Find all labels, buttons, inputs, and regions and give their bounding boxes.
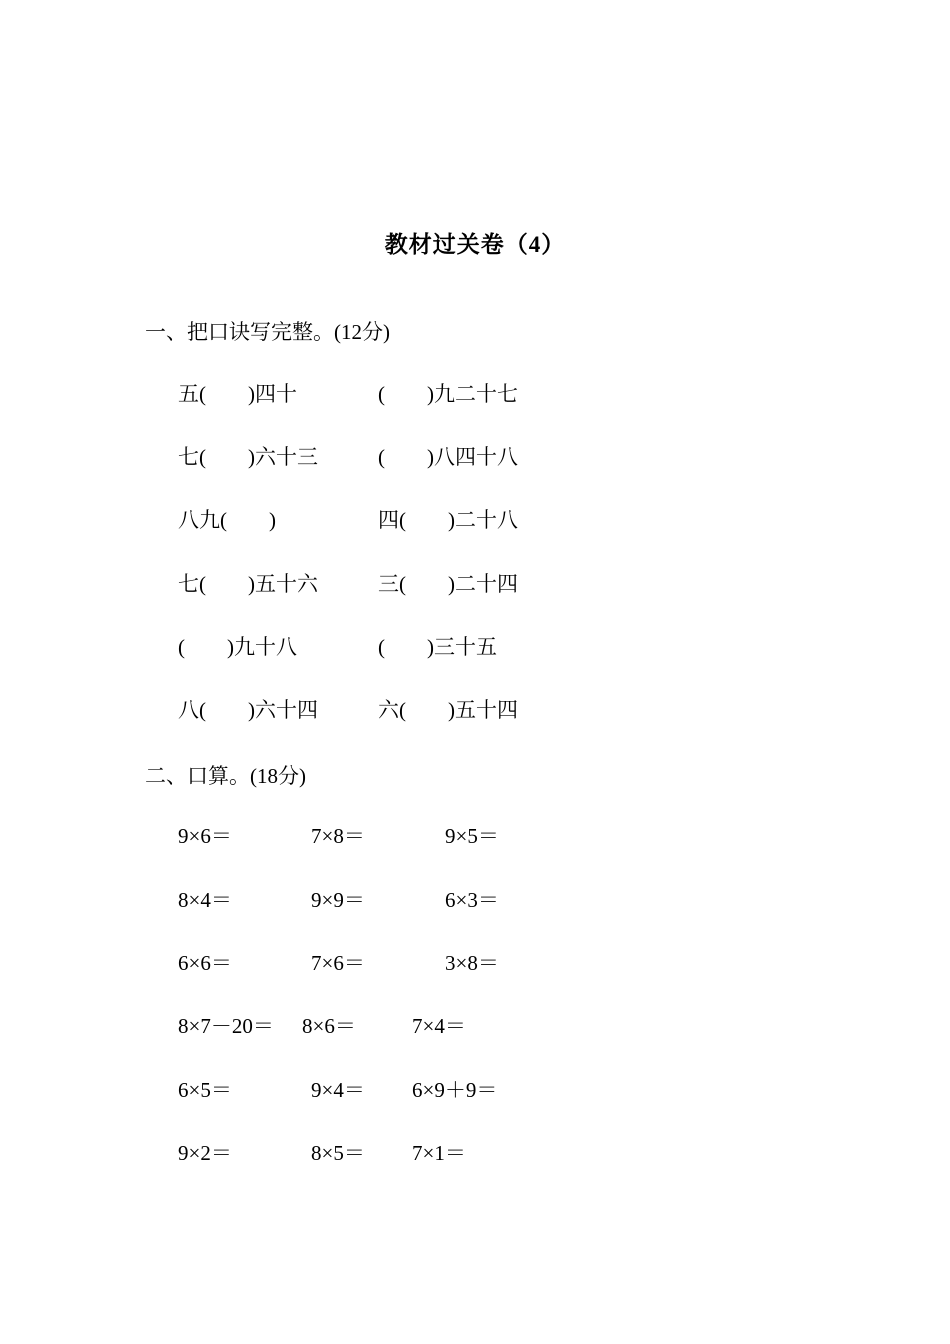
calc-item: 6×6＝ — [178, 951, 232, 975]
calc-item: 8×6＝ — [302, 1014, 356, 1038]
formula-item: 七( )五十六 — [178, 572, 318, 596]
page-title: 教材过关卷（4） — [384, 232, 566, 257]
formula-item: 五( )四十 — [178, 382, 297, 406]
calc-item: 7×1＝ — [412, 1141, 466, 1165]
calc-item: 6×9＋9＝ — [412, 1078, 498, 1102]
calc-item: 8×4＝ — [178, 888, 232, 912]
calc-item: 6×3＝ — [445, 888, 499, 912]
calc-item: 9×6＝ — [178, 824, 232, 848]
calc-item: 8×5＝ — [311, 1141, 365, 1165]
formula-item: ( )九二十七 — [378, 382, 518, 406]
formula-item: 三( )二十四 — [378, 572, 518, 596]
formula-item: ( )三十五 — [378, 635, 497, 659]
formula-item: 七( )六十三 — [178, 445, 318, 469]
section-1-heading: 一、把口诀写完整。(12分) — [145, 320, 390, 344]
formula-item: ( )九十八 — [178, 635, 297, 659]
formula-item: 四( )二十八 — [378, 508, 518, 532]
formula-item: 八( )六十四 — [178, 698, 318, 722]
calc-item: 8×7－20＝ — [178, 1014, 274, 1038]
calc-item: 7×4＝ — [412, 1014, 466, 1038]
calc-item: 7×6＝ — [311, 951, 365, 975]
formula-item: ( )八四十八 — [378, 445, 518, 469]
section-2-heading: 二、口算。(18分) — [145, 764, 306, 788]
formula-item: 六( )五十四 — [378, 698, 518, 722]
formula-item: 八九( ) — [178, 508, 276, 532]
calc-item: 6×5＝ — [178, 1078, 232, 1102]
calc-item: 3×8＝ — [445, 951, 499, 975]
calc-item: 7×8＝ — [311, 824, 365, 848]
calc-item: 9×5＝ — [445, 824, 499, 848]
calc-item: 9×9＝ — [311, 888, 365, 912]
calc-item: 9×4＝ — [311, 1078, 365, 1102]
calc-item: 9×2＝ — [178, 1141, 232, 1165]
